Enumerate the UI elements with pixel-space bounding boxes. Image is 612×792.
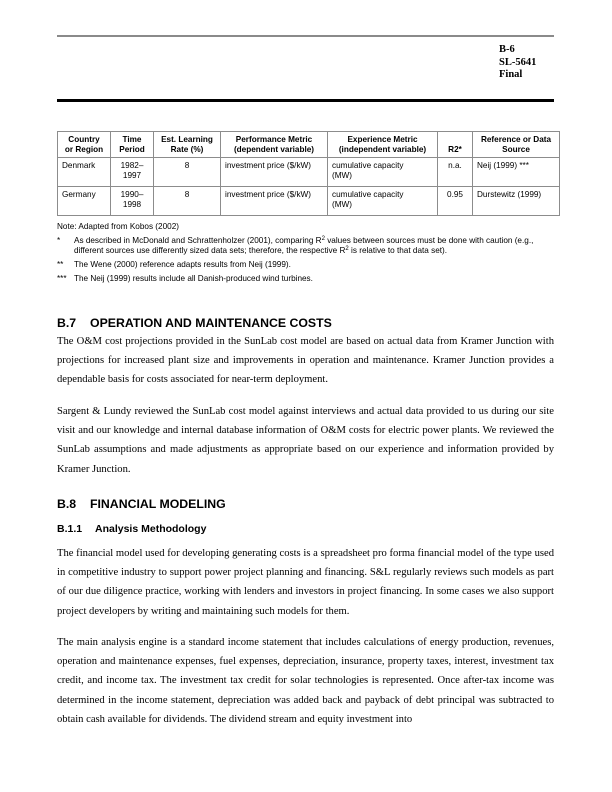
cell-country: Germany [58,187,111,216]
cell-period: 1982– 1997 [111,158,154,187]
cell-source: Durstewitz (1999) [473,187,560,216]
cell-source: Neij (1999) *** [473,158,560,187]
document-status: Final [499,69,523,80]
footnote-text: The Wene (2000) reference adapts results from Neij (1999). [74,260,291,269]
section-number: B.8 [57,497,77,511]
column-header-r2: R2* [438,132,473,158]
learning-rate-table [57,131,560,216]
footnote-text: As described in McDonald and Schrattenholzer (2001), comparing $R^2$ values between sources must be done with caution (e.g., different sources use differently sized data sets; therefore, the respective $R^2$ is relative to that data set). [74,236,534,255]
column-header-period: Time Period [111,132,154,158]
cell-r2: 0.95 [438,187,473,216]
subsection-title: Analysis Methodology [95,523,207,535]
column-header-country: Country or Region [58,132,111,158]
page-header [499,44,536,82]
footnote [57,236,557,256]
footnote-mark: ** [57,260,64,269]
page-number: B-6 [499,44,515,55]
section-title: FINANCIAL MODELING [90,497,226,511]
cell-r2: n.a. [438,158,473,187]
cell-rate: 8 [154,158,221,187]
cell-country: Denmark [58,158,111,187]
paragraph: The financial model used for developing generating costs is a spreadsheet pro forma financial model of the type used in competitive industry to support power project planning and financing. S&L regularly reviews such models as part of our due diligence practice, working with lenders and investors in project financing. In some cases we also support project developers by writing and maintaining such models for them. [57,548,554,617]
cell-rate: 8 [154,187,221,216]
cell-experience: cumulative capacity (MW) [328,158,438,187]
cell-experience: cumulative capacity (MW) [328,187,438,216]
section-heading-b8 [57,497,226,511]
cell-performance: investment price ($/kW) [221,158,328,187]
table-row [58,158,560,187]
footnote-mark: *** [57,274,67,283]
section-heading-b7 [57,316,332,330]
footnote-mark: * [57,236,61,245]
table-note-adapted: Note: Adapted from Kobos (2002) [57,222,179,231]
column-header-rate: Est. Learning Rate (%) [154,132,221,158]
table-row [58,187,560,216]
column-header-performance: Performance Metric (dependent variable) [221,132,328,158]
footnote [57,260,557,270]
table-notes [57,222,557,288]
header-rule-bottom [57,99,554,102]
cell-period: 1990– 1998 [111,187,154,216]
section-number: B.7 [57,316,77,330]
paragraph: The main analysis engine is a standard income statement that includes calculations of energy production, revenues, operation and maintenance expenses, fuel expenses, depreciation, insurance, property taxes, interest, investment tax credit, and income tax. The investment tax credit for solar technologies is represented. Once after-tax income was determined in the income statement, depreciation was added back and payback of debt principal was subtracted to obtain cash available for dividends. The dividend stream and equity investment into [57,637,554,725]
table-header-row [58,132,560,158]
column-header-source: Reference or Data Source [473,132,560,158]
footnote-text: The Neij (1999) results include all Danish-produced wind turbines. [74,274,313,283]
section-title: OPERATION AND MAINTENANCE COSTS [90,316,332,330]
paragraph: Sargent & Lundy reviewed the SunLab cost model against interviews and actual data provided to us during our site visit and our knowledge and internal database information of O&M costs for electric power plants. We reviewed the SunLab assumptions and made adjustments as appropriate based on our experience and information provided by Kramer Junction. [57,406,554,475]
paragraph: The O&M cost projections provided in the SunLab cost model are based on actual data from Kramer Junction with projections for increased plant size and improvements in operation and maintenance. Kramer Junction provides a dependable basis for costs associated for near-term deployment. [57,336,554,386]
document-id: SL-5641 [499,56,537,68]
subsection-number: B.1.1 [57,523,83,535]
column-header-experience: Experience Metric (independent variable) [328,132,438,158]
header-rule-top [57,35,554,37]
cell-performance: investment price ($/kW) [221,187,328,216]
subsection-heading-b11 [57,523,206,535]
footnote [57,274,557,284]
